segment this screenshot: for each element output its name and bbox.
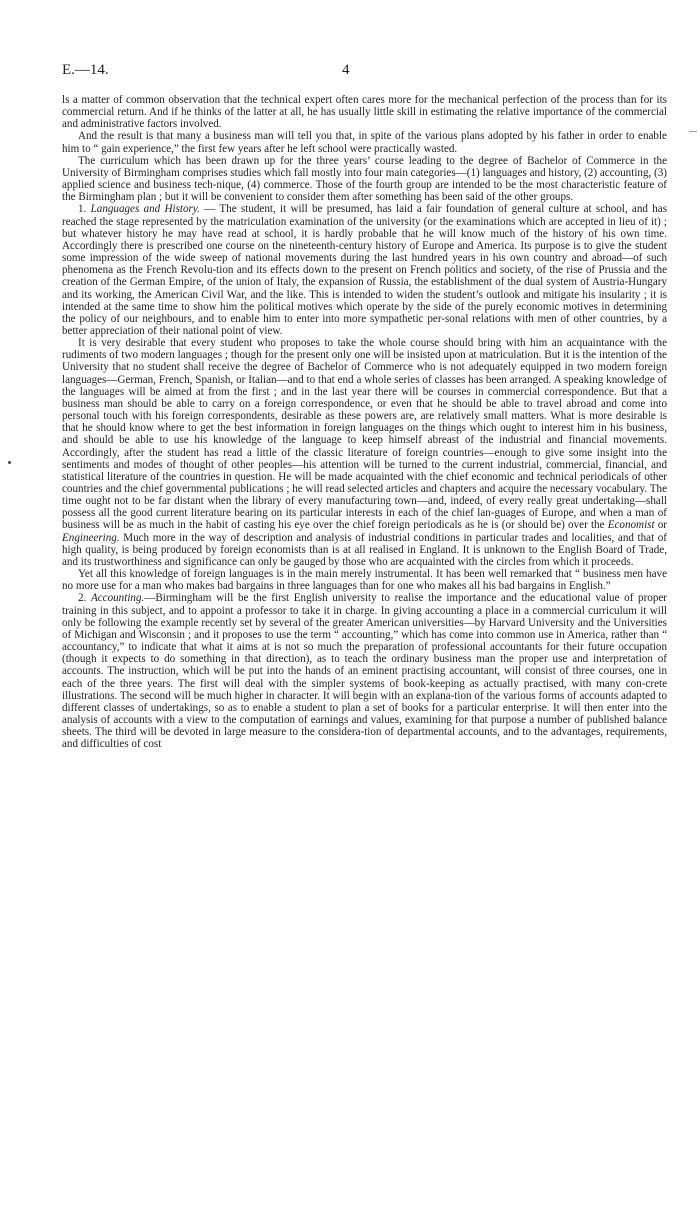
section-number: 1. <box>78 203 91 216</box>
paragraph-continuation: general culture at school, and has reached the stage represented by the matriculation examination of the university (or the examinations which are accepted in lieu of it) ; but whatever history he may have read at school, it is hardly probable that he will know much of the history of his own time. Accordingly there is prescribed one course on the nineteenth-century history of Europe and America. Its purpose is to give the student some impression of the wide sweep of national movements during the last hundred years in his own country and abroad—of such phenomena as the French Revolu-tion and its effects down to the present on French politics and society, of the rise of Prussia and the creation of the German Empire, of the union of Italy, the expansion of Russia, the establishment of the dual system of Austria-Hungary and its working, the American Civil War, and the like. This is intended to widen the student’s outlook and mitigate his insularity ; it is intended at the same time to show him the political motives which operate by the side of the purely economic motives in determining the policy of our neighbours, and to enable him to enter into more sympathetic per-sonal relations with men of other countries, by a better appreciation of their national point of view. <box>62 203 668 337</box>
connector-text: or <box>654 519 668 532</box>
body-text <box>62 94 667 750</box>
section-languages-history <box>62 203 667 337</box>
paragraph <box>62 337 667 568</box>
paragraph-text: It is very desirable that every student who proposes to take the whole course should bring with him an acquaintance with the rudiments of two modern languages ; though for the present only one will be insisted upon at matriculation. But it is the intention of the University that no student shall receive the degree of Bachelor of Commerce who is not adequately equipped in two modern foreign languages—German, French, Spanish, or Italian—and to that end a whole series of classes has been arranged. A speaking knowledge of the languages will be aimed at from the first ; and in the last year there will be courses in commercial correspondence. But that a business man should be able to carry on a foreign correspondence, or even that he should be able to travel abroad and come into personal touch with his foreign correspondents, desirable as these powers are, are relatively small matters. What is more desirable is that he should know where to get the best information in foreign languages on the things which ought to interest him in his business, and should be able to use his knowledge of the language to keep himself abreast of the industrial and financial movements. Accordingly, after the student has read a little of the classic literature of foreign countries—enough to give some insight into the sentiments and modes of thought of other peoples—his attention will be turned to the current industrial, commercial, financial, and statistical literature of the countries in question. He will be made acquainted with the chief economic and technical periodicals of other countries and the chief governmental publications ; he will read selected articles and chapters and acquire the necessary vocabulary. The time ought not to be far distant when the library of every manufacturing town—and, indeed, of every really great undertaking—shall possess all the good current literature bearing on its particular interests in each of the chief lan-guages of Europe, and when a man of business will be as much in the habit of casting his eye over the chief foreign periodicals as he is (or should be) over the <box>62 337 667 532</box>
section-heading: Accounting. <box>90 592 145 605</box>
paragraph: The curriculum which has been drawn up for the three years’ course leading to the degree of Bachelor of Commerce in the University of Birmingham comprises studies which fall mostly into four main categories—(1) languages and history, (2) accounting, (3) applied science and business tech-nique, (4) commerce. Those of the fourth group are intended to be the most characteristic feature of the Birmingham plan ; but it will be convenient to consider them after something has been said of the other groups. <box>62 154 667 204</box>
connector-text: Much <box>119 531 150 544</box>
page-number: 4 <box>342 62 350 78</box>
section-heading: Languages and History. <box>90 203 200 216</box>
margin-mark <box>689 131 697 132</box>
section-text: — The student, it will be presumed, has laid a fair foundation of <box>199 203 508 216</box>
paragraph-continuation: more in the way of description and analysis of industrial conditions in particular trades and localities, and that of high quality, is being produced by foreign economists than is at all realised in England. It is unknown to the English Board of Trade, and its trustworthiness and significance can only be gauged by those who are acquainted with the circles from which it proceeds. <box>62 531 667 568</box>
section-number: 2. <box>78 592 91 605</box>
journal-title: Economist <box>607 519 655 532</box>
margin-speck <box>8 461 11 464</box>
journal-title: Engineering. <box>62 531 120 544</box>
section-accounting <box>62 592 667 750</box>
document-reference: E.—14. <box>62 62 109 78</box>
section-text: —Birmingham will be the first English university to realise the importance <box>144 592 497 605</box>
page-header <box>62 62 662 82</box>
paragraph: Yet all this knowledge of foreign languages is in the main merely instrumental. It has been well remarked that “ business men have no more use for a man who makes bad bargains in three languages than for one who makes all his bad bargains in English.” <box>62 568 667 593</box>
paragraph-continuation: and the educational value of proper training in this subject, and to appoint a professor to take it in charge. In giving accounting a place in a commercial curriculum it will only be following the example recently set by several of the greater American universities—by Harvard University and the Universities of Michigan and Wisconsin ; and it proposes to use the term “ accounting,” which has come into common use in America, rather than “ accountancy,” to indicate that what it aims at is not so much the preparation of professional accountants for their future occupation (though it expects to do something in that direction), as to teach the ordinary business man the proper use and interpretation of accounts. The instruction, which will be put into the hands of an eminent practising accountant, will consist of three courses, one in each of the three years. The first will deal with the simpler systems of book-keeping as actually practised, with many con-crete illustrations. The second will be much higher in character. It will begin with an explana-tion of the various forms of accounts adapted to different classes of undertakings, so as to enable a student to plan a set of books for a particular enterprise. It will then enter into the analysis of accounts with a view to the computation of earnings and values, examining for that purpose a number of published balance sheets. The third will be devoted in large measure to the considera-tion of departmental accounts, and to the advantages, requirements, and difficulties of cost <box>62 592 667 751</box>
paragraph: ls a matter of common observation that the technical expert often cares more for the mechanical perfection of the process than for its commercial return. And if he thinks of the latter at all, he has usually little skill in estimating the relative importance of the commercial and administrative factors involved. <box>62 94 667 131</box>
paragraph: And the result is that many a business man will tell you that, in spite of the various plans adopted by his father in order to enable him to “ gain experience,” the first few years after he left school were practically wasted. <box>62 130 667 155</box>
